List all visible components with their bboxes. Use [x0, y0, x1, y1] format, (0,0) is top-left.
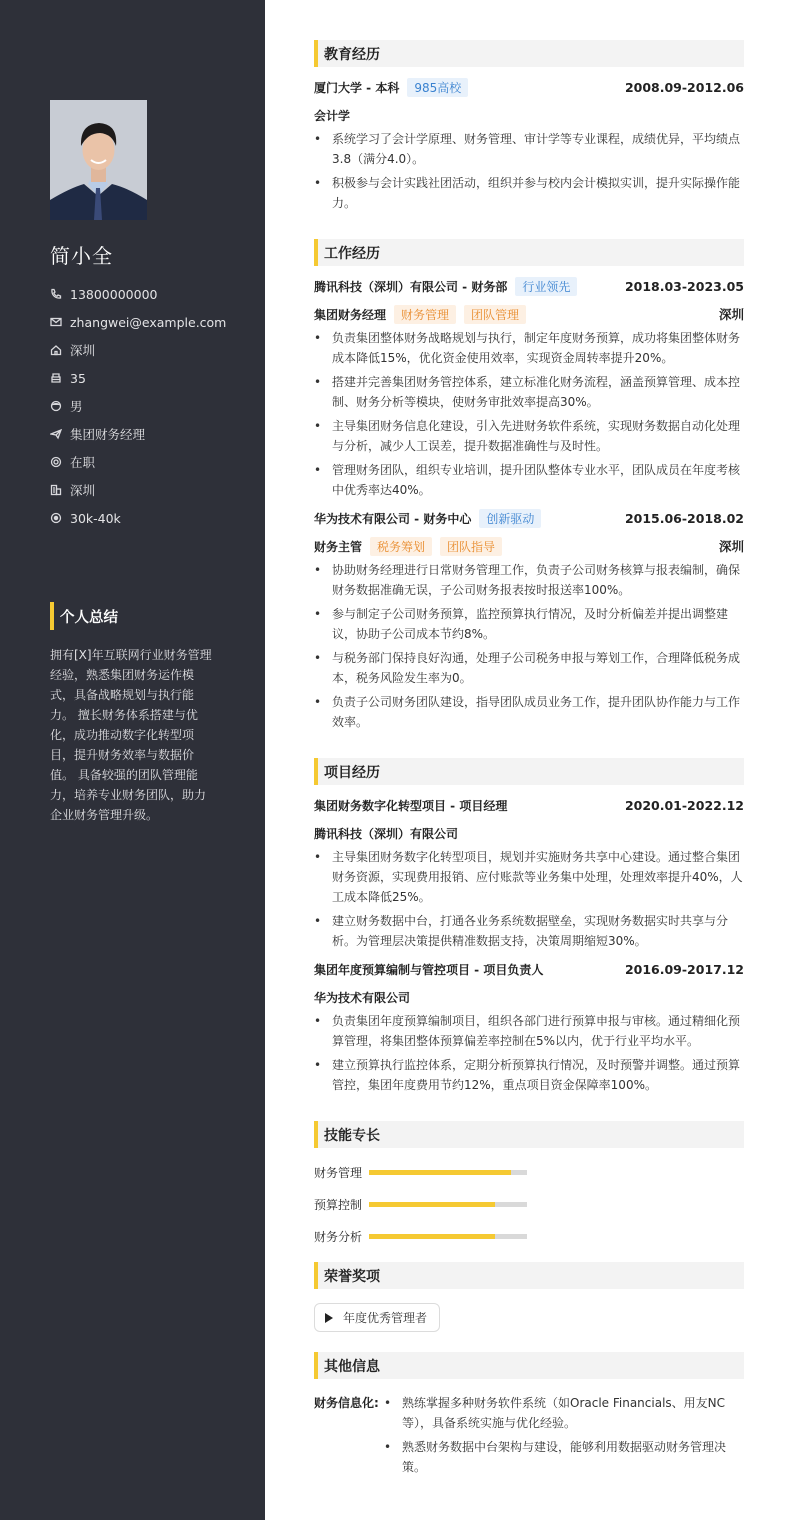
work-company-row [314, 504, 744, 532]
contact-gender [50, 392, 250, 420]
contact-position [50, 420, 250, 448]
phone-icon [50, 288, 62, 300]
company-tag: 行业领先 [515, 277, 577, 296]
position-value: 集团财务经理 [70, 427, 146, 442]
section-other-heading: 其他信息 [314, 1352, 744, 1379]
project-row [314, 791, 744, 819]
contact-status [50, 448, 250, 476]
role-tag: 财务管理 [394, 305, 456, 324]
education-bullet: • 积极参与会计实践社团活动，组织并参与校内会计模拟实训，提升实际操作能力。 [314, 173, 744, 213]
project-period: 2016.09-2017.12 [624, 961, 744, 977]
avatar-photo [50, 100, 147, 220]
age-icon [50, 372, 62, 384]
skill-item [314, 1156, 535, 1188]
work-period: 2015.06-2018.02 [624, 510, 744, 526]
major-row [314, 101, 744, 129]
project-company: 腾讯科技（深圳）有限公司 [314, 826, 459, 841]
accent-bar [50, 602, 54, 630]
summary-heading [50, 602, 118, 630]
project-name: 集团年度预算编制与管控项目 - 项目负责人 [314, 962, 544, 977]
project-company: 华为技术有限公司 [314, 990, 411, 1005]
status-value: 在职 [70, 455, 96, 470]
home-icon [50, 344, 62, 356]
salary-icon [50, 512, 62, 524]
salary-value: 30k-40k [70, 510, 121, 526]
skill-bar [369, 1170, 527, 1175]
project-bullet: • 负责集团年度预算编制项目，组织各部门进行预算申报与审核。通过精细化预算管理，将集团整体预算偏差率控制在5%以内，优于行业平均水平。 [314, 1011, 744, 1051]
skill-bar-fill [369, 1202, 495, 1207]
school-tag: 985高校 [407, 78, 468, 97]
work-location: 深圳 [718, 539, 744, 554]
other-bullet: • 熟悉财务数据中台架构与建设，能够利用数据驱动财务管理决策。 [384, 1437, 744, 1477]
role-tag: 团队指导 [440, 537, 502, 556]
candidate-name: 简小全 [50, 244, 113, 268]
company-tag: 创新驱动 [479, 509, 541, 528]
award-name: 年度优秀管理者 [343, 1311, 428, 1325]
sidebar [0, 0, 265, 1520]
work-role-row [314, 532, 744, 560]
other-info-row [314, 1393, 744, 1481]
project-company-row [314, 983, 744, 1011]
skill-bar-fill [369, 1170, 511, 1175]
contact-salary [50, 504, 250, 532]
phone-value: 13800000000 [70, 286, 158, 302]
work-period: 2018.03-2023.05 [624, 278, 744, 294]
gender-icon [50, 400, 62, 412]
role-title: 集团财务经理 [314, 307, 387, 322]
work-location: 深圳 [718, 307, 744, 322]
summary-heading-text: 个人总结 [60, 609, 118, 626]
education-row [314, 73, 744, 101]
work-bullet: • 负责子公司财务团队建设，指导团队成员业务工作，提升团队协作能力与工作效率。 [314, 692, 744, 732]
section-skills-heading: 技能专长 [314, 1121, 744, 1148]
work-bullet: • 管理财务团队，组织专业培训，提升团队整体专业水平，团队成员在年度考核中优秀率达40%。 [314, 460, 744, 500]
other-bullet: • 熟练掌握多种财务软件系统（如Oracle Financials、用友NC等），具备系统实施与优化经验。 [384, 1393, 744, 1433]
gender-value: 男 [70, 399, 83, 414]
section-awards-heading: 荣誉奖项 [314, 1262, 744, 1289]
contact-age [50, 364, 250, 392]
section-projects-heading: 项目经历 [314, 758, 744, 785]
contact-location [50, 336, 250, 364]
project-bullet: • 建立预算执行监控体系，定期分析预算执行情况，及时预警并调整。通过预算管控，集团年度费用节约12%，重点项目资金保障率100%。 [314, 1055, 744, 1095]
skill-name: 预算控制 [314, 1197, 363, 1212]
project-bullet: • 主导集团财务数字化转型项目，规划并实施财务共享中心建设。通过整合集团财务资源，实现费用报销、应付账款等业务集中处理，处理效率提升40%，人工成本降低25%。 [314, 847, 744, 907]
contact-phone [50, 280, 250, 308]
skill-name: 财务管理 [314, 1165, 363, 1180]
contact-list [50, 280, 250, 532]
work-bullet: • 搭建并完善集团财务管控体系，建立标准化财务流程，涵盖预算管理、成本控制、财务分析等模块，使财务审批效率提高30%。 [314, 372, 744, 412]
section-work-heading: 工作经历 [314, 239, 744, 266]
status-icon [50, 456, 62, 468]
major: 会计学 [314, 108, 351, 123]
work-bullet: • 负责集团整体财务战略规划与执行，制定年度财务预算，成功将集团整体财务成本降低15%，优化资金使用效率，实现资金周转率提升20%。 [314, 328, 744, 368]
role-tag: 税务筹划 [370, 537, 432, 556]
education-bullet: • 系统学习了会计学原理、财务管理、审计学等专业课程，成绩优异，平均绩点3.8（满分4.0）。 [314, 129, 744, 169]
contact-email [50, 308, 250, 336]
project-company-row [314, 819, 744, 847]
education-period: 2008.09-2012.06 [624, 79, 744, 95]
company-name: 腾讯科技（深圳）有限公司 - 财务部 [314, 279, 508, 294]
section-education-heading: 教育经历 [314, 40, 744, 67]
work-bullet: • 与税务部门保持良好沟通，处理子公司税务申报与筹划工作，合理降低税务成本，税务风险发生率为0。 [314, 648, 744, 688]
work-bullet: • 主导集团财务信息化建设，引入先进财务软件系统，实现财务数据自动化处理与分析，减少人工误差，提升数据准确性与及时性。 [314, 416, 744, 456]
role-tag: 团队管理 [464, 305, 526, 324]
building-icon [50, 484, 62, 496]
portrait-image [50, 100, 147, 220]
summary-text: 拥有[X]年互联网行业财务管理经验，熟悉集团财务运作模式，具备战略规划与执行能力。 擅长财务体系搭建与优化，成功推动数字化转型项目，提升财务效率与数据价值。 具备较强的团队管理能力，培养专业财务团队，助力企业财务管理升级。 [50, 648, 212, 822]
contact-city [50, 476, 250, 504]
company-name: 华为技术有限公司 - 财务中心 [314, 511, 472, 526]
main-content [314, 40, 744, 1481]
triangle-right-icon [325, 1313, 333, 1323]
work-bullet: • 协助财务经理进行日常财务管理工作，负责子公司财务核算与报表编制，确保财务数据准确无误，子公司财务报表按时报送率100%。 [314, 560, 744, 600]
mail-icon [50, 316, 62, 328]
skill-name: 财务分析 [314, 1229, 363, 1244]
project-bullet: • 建立财务数据中台，打通各业务系统数据壁垒，实现财务数据实时共享与分析。为管理层决策提供精准数据支持，决策周期缩短30%。 [314, 911, 744, 951]
skill-bar-fill [369, 1234, 495, 1239]
role-title: 财务主管 [314, 539, 363, 554]
project-period: 2020.01-2022.12 [624, 797, 744, 813]
other-info-key: 财务信息化: [314, 1396, 379, 1410]
location-value: 深圳 [70, 343, 96, 358]
skill-item [314, 1220, 535, 1252]
award-toggle[interactable] [314, 1303, 440, 1332]
send-icon [50, 428, 62, 440]
city-value: 深圳 [70, 483, 96, 498]
work-company-row [314, 272, 744, 300]
work-bullet: • 参与制定子公司财务预算，监控预算执行情况，及时分析偏差并提出调整建议，协助子公司成本节约8%。 [314, 604, 744, 644]
skills-list [314, 1148, 744, 1252]
email-value: zhangwei@example.com [70, 314, 227, 330]
skill-item [314, 1188, 535, 1220]
work-role-row [314, 300, 744, 328]
school-name: 厦门大学 - 本科 [314, 80, 400, 95]
age-value: 35 [70, 370, 86, 386]
skill-bar [369, 1202, 527, 1207]
project-row [314, 955, 744, 983]
skill-bar [369, 1234, 527, 1239]
project-name: 集团财务数字化转型项目 - 项目经理 [314, 798, 508, 813]
